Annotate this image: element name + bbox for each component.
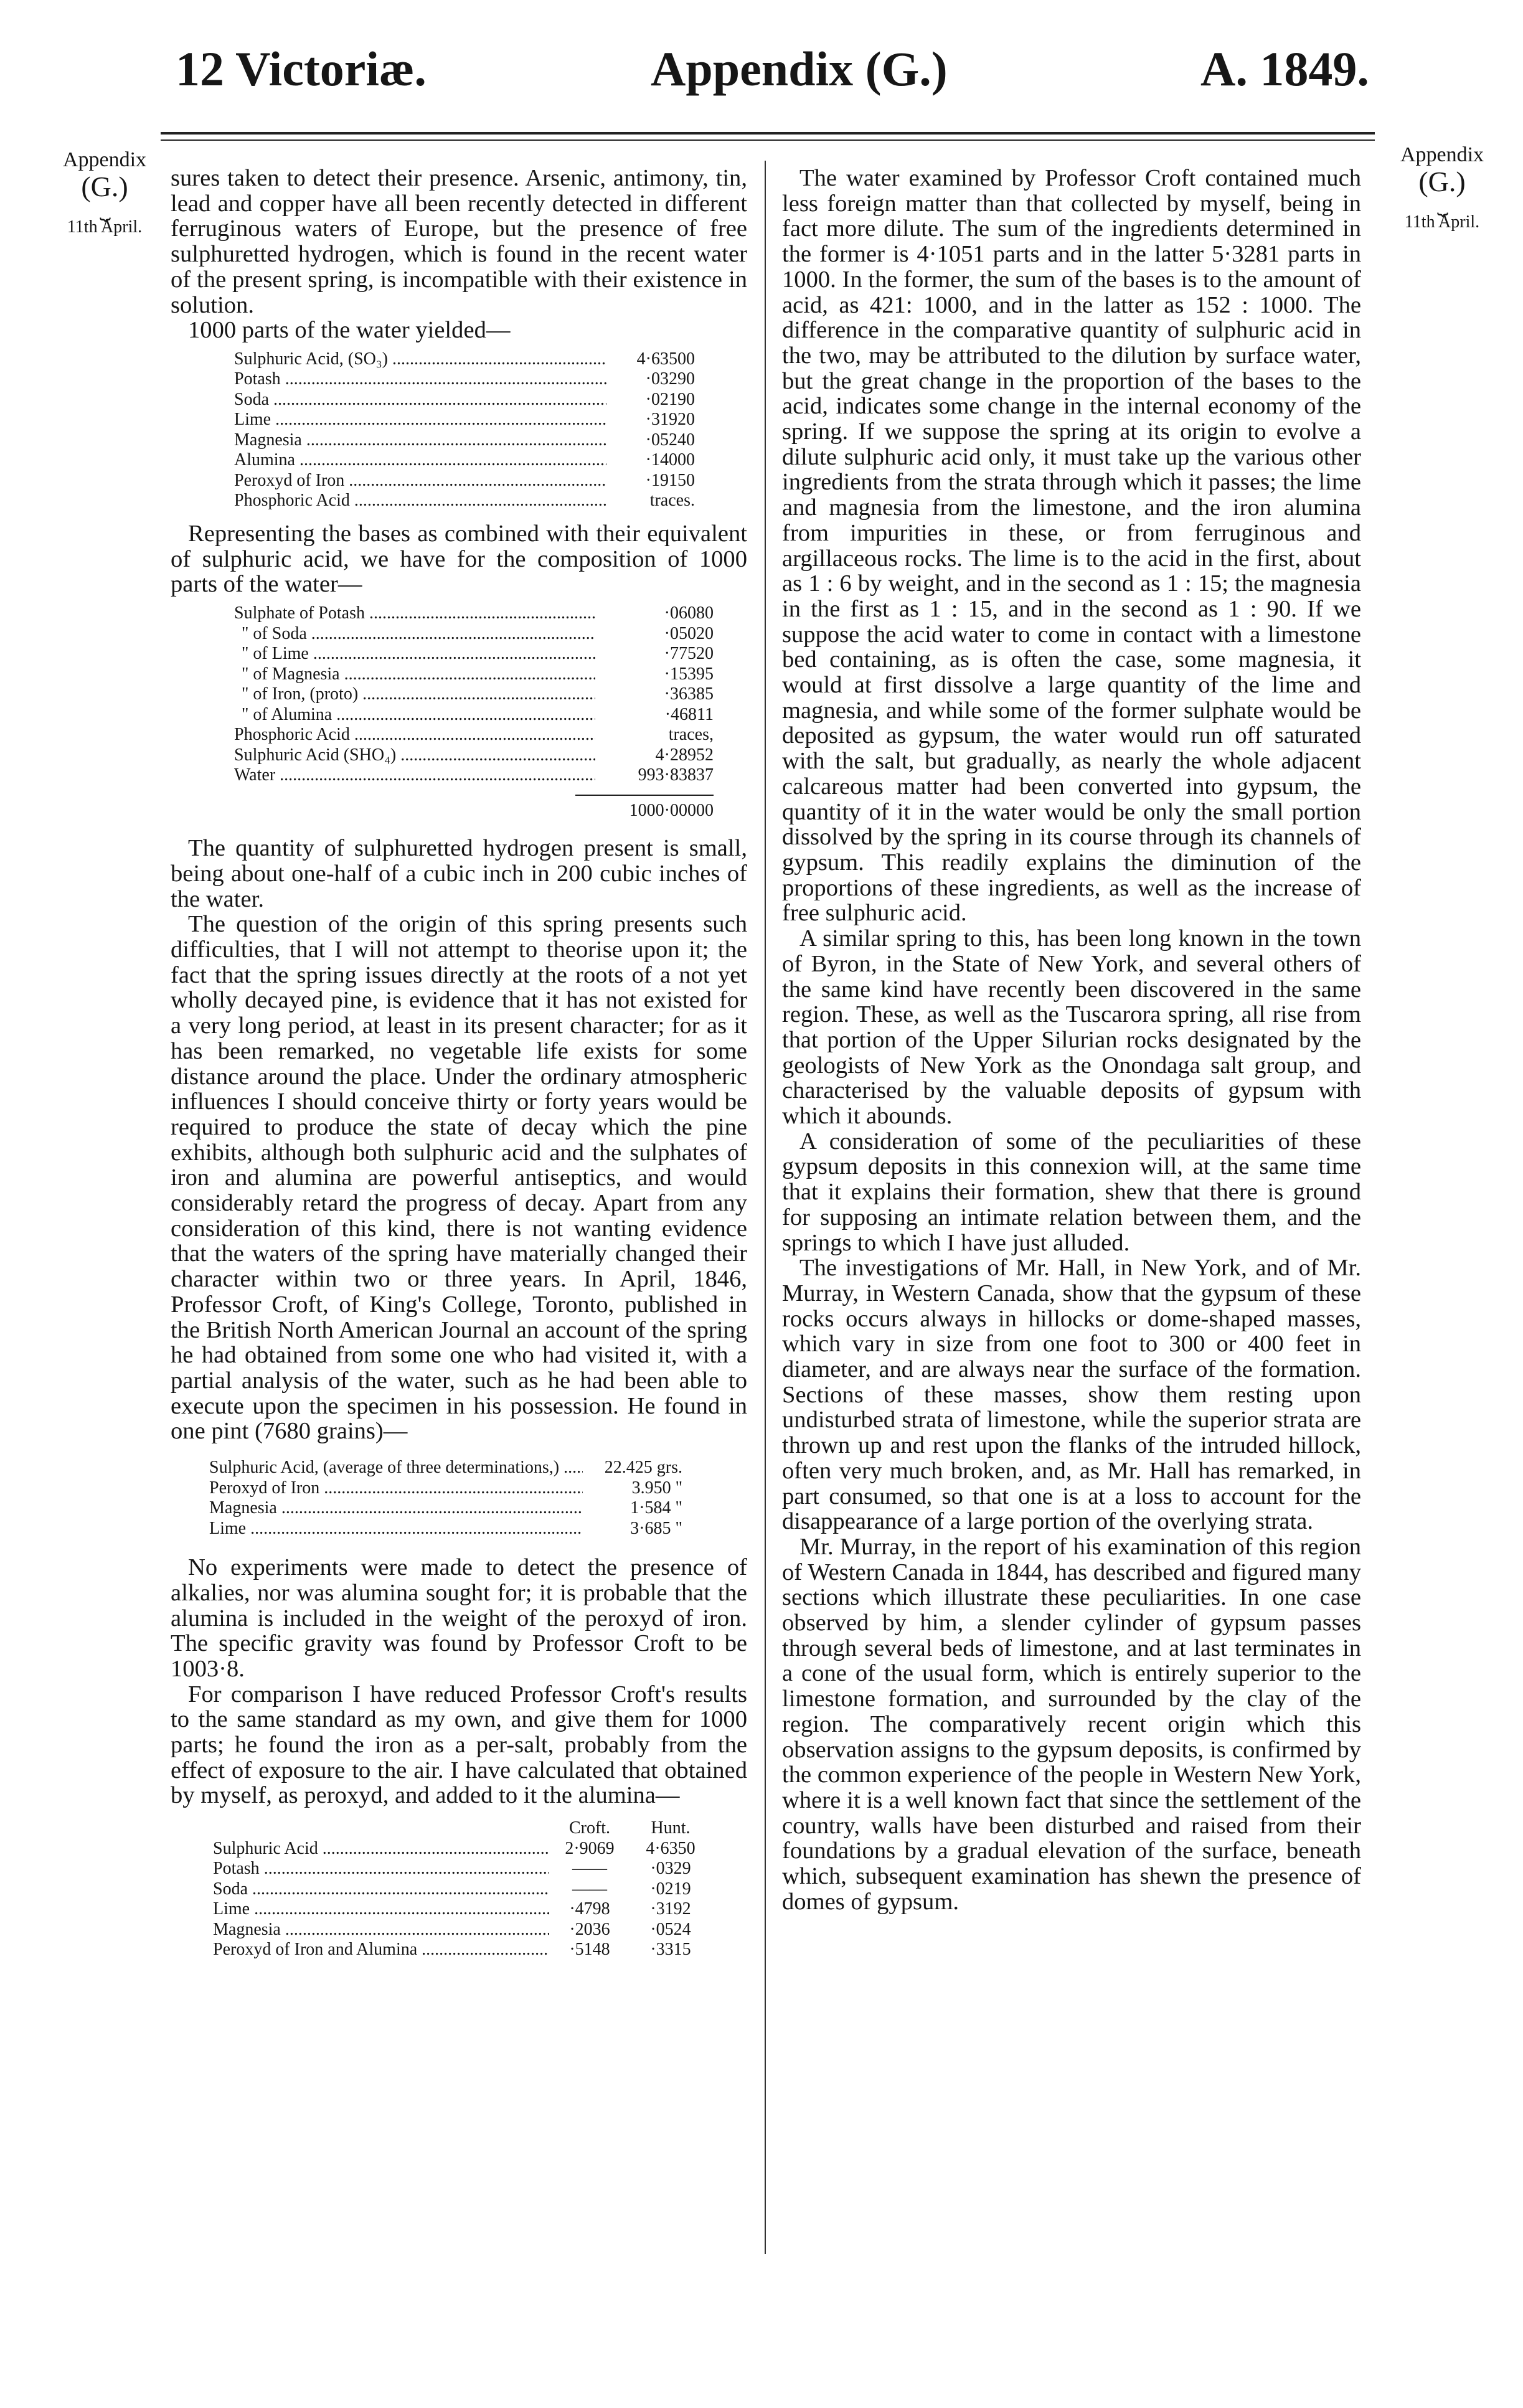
table-row: Lime ..... 3·685 " [209, 1519, 682, 1539]
paragraph: For comparison I have reduced Professor Croft's results to the same standard as my own, and give them for 1000 parts; he found the iron as a per-salt, probably from the effect of exposure to the air. I have calculated that obtained by myself, as peroxyd, and added to it the alumina— [171, 1681, 747, 1809]
paragraph: The water examined by Professor Croft contained much less foreign matter than that collected by myself, being in fact more dilute. The sum of the ingredients determined in the former is 4·1051 parts and in the latter 5·3281 parts in 1000. In the former, the sum of the bases is to the amount of acid, as 421: 1000, and in the latter as 152 : 1000. The difference in the comparative quantity of sulphuric acid in the two, may be attributed to the dilution by surface water, but the great change in the proportion of the bases to the acid, indicates some change in the internal economy of the spring. If we suppose the spring at its origin to evolve a dilute sulphuric acid only, it must take up the various other ingredients from the strata through which it passes; the lime and magnesia from the limestone, and the iron alumina from impurities in these, or from ferruginous and argillaceous rocks. The lime is to the acid in the first, about as 1 : 6 by weight, and in the second as 1 : 15; the magnesia in the first as 1 : 15, and in the second as 1 : 90. If we suppose the acid water to come in contact with a limestone bed containing, as is often the case, some magnesia, it would at first dissolve a large quantity of the lime and magnesia, and while some of the former sulphate would be deposited as gypsum, the water would run off saturated with the salt, but gradually, as nearly the whole adjacent calcareous matter had been converted into gypsum, the quantity of it in the water would be only the small portion dissolved by the spring in its course through its channels of gypsum. This readily explains the diminution of the proportions of these ingredients, as well as the increase of free sulphuric acid. [782, 165, 1361, 927]
header-year: A. 1849. [1200, 42, 1369, 96]
margin-date: 11th April. [1404, 212, 1480, 232]
table-row: Phosphoric Acid ..... traces. [234, 491, 695, 511]
table-row: Peroxyd of Iron and Alumina ..... ·5148 ·3315 [213, 1940, 711, 1960]
margin-appendix-letter: (G.) [1418, 166, 1466, 198]
column-header-croft: Croft. [568, 1818, 611, 1838]
table-row: Potash ..... ·03290 [234, 369, 695, 390]
right-column [782, 166, 1361, 1915]
paragraph: 1000 parts of the water yielded— [188, 317, 511, 344]
margin-date: 11th April. [67, 217, 143, 237]
table-row: Soda ..... ·02190 [234, 390, 695, 410]
paragraph: The investigations of Mr. Hall, in New York, and of Mr. Murray, in Western Canada, show that the gypsum of these rocks occurs always in hillocks or dome-shaped masses, which vary in size from one foot to 300 or 400 feet in diameter, and are always near the surface of the formation. Sections of these masses, show them resting upon undisturbed strata of limestone, while the superior strata are thrown up and rest upon the flanks of the intruded hillock, often very much broken, and, as Mr. Hall has remarked, in part consumed, so that one is at a loss to account for the disappearance of a large portion of the overlying strata. [782, 1255, 1361, 1535]
table-row: " of Alumina ..... ·46811 [234, 705, 714, 725]
table-row: Magnesia ..... 1·584 " [209, 1498, 682, 1519]
margin-brace: ⏟ [100, 199, 110, 220]
table-row: Lime ..... ·4798 ·3192 [213, 1899, 711, 1920]
table-row: Phosphoric Acid ..... traces, [234, 725, 714, 745]
table-row: Peroxyd of Iron ..... 3.950 " [209, 1478, 682, 1499]
paragraph: The question of the origin of this spring presents such difficulties, that I will not attempt to theorise upon it; the fact that the spring issues directly at the roots of a not yet wholly decayed pine, is evidence that it has not existed for a very long period, at least in its present character; for as it has been remarked, no vegetable life exists for some distance around the place. Under the ordinary atmospheric influences I should conceive thirty or forty years would be required to produce the state of decay which the pine exhibits, although both sulphuric acid and the sulphates of iron and alumina are powerful antiseptics, and would considerably retard the progress of decay. Apart from any consideration of this kind, there is not wanting evidence that the waters of the spring have materially changed their character within two or three years. In April, 1846, Professor Croft, of King's College, Toronto, published in the British North American Journal an account of the spring he had obtained from some one who had visited it, with a partial analysis of the water, such as he had been able to execute upon the specimen in his possession. He found in one pint (7680 grains)— [171, 911, 747, 1445]
margin-appendix-label: Appendix [62, 148, 147, 171]
paragraph: No experiments were made to detect the presence of alkalies, nor was alumina sought for; it is probable that the alumina is included in the weight of the peroxyd of iron. The specific gravity was found by Professor Croft to be 1003·8. [171, 1554, 747, 1682]
table-row: Sulphuric Acid (SHO₄) ..... 4·28952 [234, 745, 714, 766]
table-row: Potash ..... —— ·0329 [213, 1859, 711, 1879]
table-row: Peroxyd of Iron ..... ·19150 [234, 471, 695, 491]
column-header-hunt: Hunt. [651, 1818, 691, 1838]
margin-appendix-label: Appendix [1400, 143, 1484, 166]
paragraph: A similar spring to this, has been long known in the town of Byron, in the State of New York, and several others of the same kind have recently been discovered in the same region. These, as well as the Tuscarora spring, all rise from that portion of the Upper Silurian rocks designated by the geologists of New York as the Onondaga salt group, and characterised by the valuable deposits of gypsum with which it abounds. [782, 925, 1361, 1130]
table-row: Alumina ..... ·14000 [234, 450, 695, 471]
table-row: " of Lime ..... ·77520 [234, 644, 714, 664]
table-total: 1000·00000 [575, 795, 714, 824]
column-divider [765, 161, 766, 2254]
header-title: Appendix (G.) [651, 42, 948, 96]
table-row: Soda ..... —— ·0219 [213, 1879, 711, 1900]
table-row: Sulphuric Acid, (SO₃) ..... 4·63500 [234, 349, 695, 370]
composition-table [234, 603, 714, 786]
header-session: 12 Victoriæ. [176, 42, 427, 96]
table-row: " of Iron, (proto) ..... ·36385 [234, 684, 714, 705]
table-row: Magnesia ..... ·2036 ·0524 [213, 1920, 711, 1940]
margin-note-right [1380, 143, 1504, 232]
table-row: Water ..... 993·83837 [234, 765, 714, 786]
left-column [171, 166, 747, 1960]
paragraph: Representing the bases as combined with their equivalent of sulphuric acid, we have for the composition of 1000 parts of the water— [171, 520, 747, 598]
table-header [213, 1818, 711, 1839]
paragraph: A consideration of some of the peculiarities of these gypsum deposits in this connexion will, at the same time that it explains their formation, shew that there is ground for supposing an intimate relation between them, and the springs to which I have just alluded. [782, 1128, 1361, 1256]
paragraph: sures taken to detect their presence. Arsenic, antimony, tin, lead and copper have all been recently detected in different ferruginous waters of Europe, but the presence of free sulphuretted hydrogen, which is found in the recent water of the present spring, is incompatible with their existence in solution. [171, 165, 747, 318]
table-row: " of Magnesia ..... ·15395 [234, 664, 714, 685]
table-row: Sulphuric Acid ..... 2·9069 4·6350 [213, 1839, 711, 1859]
table-row: Sulphate of Potash ..... ·06080 [234, 603, 714, 624]
header-rule [161, 132, 1375, 135]
table-row: Lime ..... ·31920 [234, 410, 695, 430]
table-row: Magnesia ..... ·05240 [234, 430, 695, 451]
margin-brace: ⏟ [1437, 194, 1447, 215]
paragraph: The quantity of sulphuretted hydrogen present is small, being about one-half of a cubic inch in 200 cubic inches of the water. [171, 835, 747, 912]
paragraph: Mr. Murray, in the report of his examination of this region of Western Canada in 1844, has described and figured many sections which illustrate these peculiarities. In one case observed by him, a slender cylinder of gypsum passes through several beds of limestone, and at last terminates in a cone of the usual form, which is entirely superior to the limestone formation, and surrounded by the clay of the region. The comparatively recent origin which this observation assigns to the gypsum deposits, is confirmed by the common experience of the people in Western New York, where it is a well known fact that since the settlement of the country, walls have been disturbed and raised from their foundations by a gradual elevation of the surface, beneath which, subsequent examination has shewn the presence of domes of gypsum. [782, 1533, 1361, 1915]
table-row: Sulphuric Acid, (average of three determinations,) ..... 22.425 grs. [209, 1458, 682, 1478]
comparison-table [213, 1818, 711, 1960]
croft-analysis-table [209, 1458, 682, 1539]
analysis-table-hunt [234, 349, 695, 511]
table-row: " of Soda ..... ·05020 [234, 624, 714, 644]
header-rule-thin [161, 139, 1375, 141]
margin-appendix-letter: (G.) [81, 171, 128, 203]
margin-note-left [42, 148, 167, 237]
